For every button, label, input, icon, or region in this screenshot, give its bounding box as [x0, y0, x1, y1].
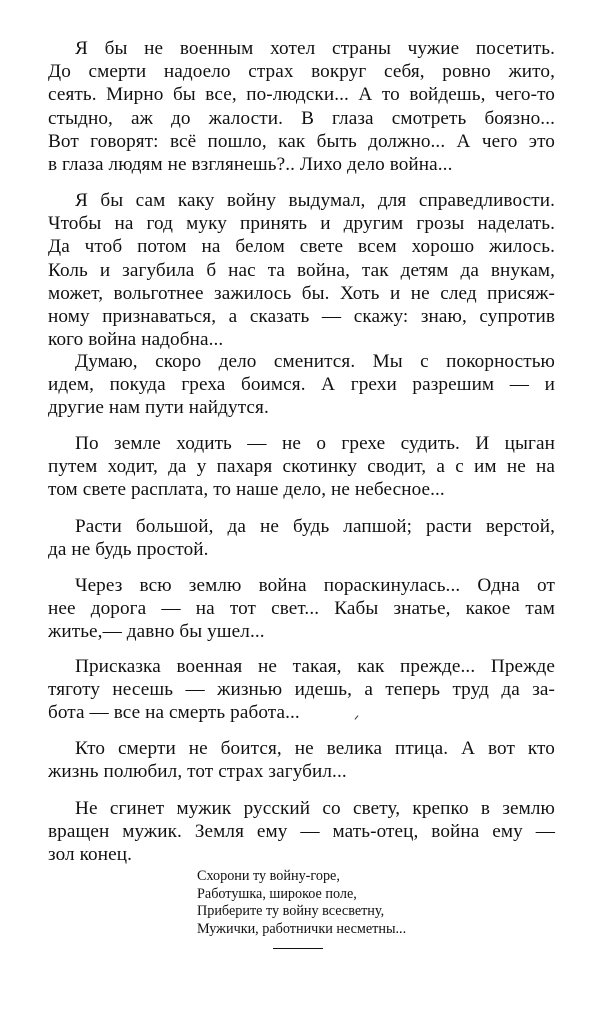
paragraph — [48, 432, 555, 502]
verse-line: Мужички, работнички несметны... — [197, 920, 407, 937]
verse-line: Приберите ту войну всесветну, — [197, 903, 385, 920]
text-line: ному признаваться, а сказать — скажу: знаю, супротив — [48, 306, 555, 328]
text-line: По земле ходить — не о грехе судить. И цыган — [75, 433, 555, 454]
text-line: Через всю землю война пораскинулась... Одна от — [75, 575, 555, 596]
text-line: может, вольготнее зажилось бы. Хоть и не след присяж- — [48, 282, 555, 304]
paragraph — [48, 350, 555, 420]
paragraph — [48, 37, 555, 176]
text-line: зол конец. — [48, 844, 132, 866]
paragraph — [48, 655, 555, 725]
text-line: в глаза людям не взглянешь?.. Лихо дело война... — [48, 154, 453, 176]
paragraph — [48, 189, 555, 351]
text-line: Не сгинет мужик русский со свету, крепко в землю — [75, 798, 555, 819]
text-line: сеять. Мирно бы все, по-людски... А то войдешь, чего-то — [48, 84, 555, 106]
verse-line: Работушка, широкое поле, — [197, 885, 357, 902]
text-line: путем ходит, да у пахаря скотинку сводит, а с им не на — [48, 456, 555, 478]
text-line: том свете расплата, то наше дело, не небесное... — [48, 479, 445, 501]
text-line: Коль и загубила б нас та война, так детям да внукам, — [48, 259, 555, 281]
paragraph — [48, 797, 555, 867]
text-line: стыдно, аж до жалости. В глаза смотреть боязно... — [48, 107, 555, 129]
text-line: Присказка военная не такая, как прежде... Прежде — [75, 656, 555, 677]
verse-line: Схорони ту войну-горе, — [197, 868, 340, 884]
text-line: Я бы не военным хотел страны чужие посетить. — [75, 38, 555, 59]
text-line: бота — все на смерть работа... — [48, 702, 300, 724]
paragraph — [48, 574, 555, 644]
text-line: нее дорога — на тот свет... Кабы знатье, какое там — [48, 598, 555, 620]
verse-stanza — [197, 868, 406, 938]
text-line: Чтобы на год муку принять и другим грозы наделать. — [48, 213, 555, 235]
text-line: кого война надобна... — [48, 329, 224, 351]
text-line: Кто смерти не боится, не велика птица. А вот кто — [75, 738, 555, 759]
text-line: тяготу несешь — жизнью идешь, а теперь труд да за- — [48, 679, 555, 701]
text-line: да не будь простой. — [48, 539, 209, 561]
text-line: жизнь полюбил, тот страх загубил... — [48, 761, 347, 783]
text-line: Расти большой, да не будь лапшой; расти верстой, — [75, 516, 555, 537]
paragraph — [48, 737, 555, 783]
text-line: другие нам пути найдутся. — [48, 397, 269, 419]
text-line: вращен мужик. Земля ему — мать-отец, война ему — — [48, 821, 555, 843]
section-divider — [273, 948, 323, 949]
text-line: До смерти надоело страх вокруг себя, ровно жито, — [48, 61, 555, 83]
text-line: Думаю, скоро дело сменится. Мы с покорностью — [75, 351, 555, 372]
text-line: Я бы сам каку войну выдумал, для справедливости. — [75, 190, 555, 211]
text-line: житье,— давно бы ушел... — [48, 621, 265, 643]
text-line: Да чтоб потом на белом свете всем хорошо жилось. — [48, 236, 555, 258]
text-line: идем, покуда греха боимся. А грехи разрешим — и — [48, 374, 555, 396]
paragraph — [48, 515, 555, 561]
text-line: Вот говорят: всё пошло, как быть должно... А чего это — [48, 130, 555, 152]
